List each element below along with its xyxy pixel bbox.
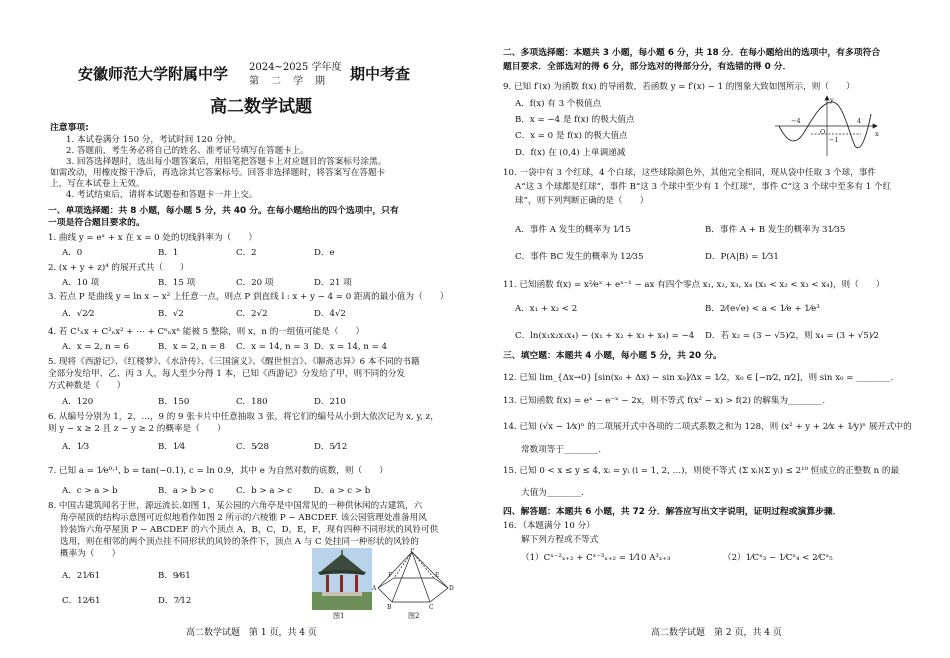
question-8: 铃装饰六角亭屋顶 P − ABCDEF 的六个顶点 A，B，C，D，E，F，现有四种不同形状的风铃可供 [60,525,439,535]
option: B．x = −4 是 f(x) 的极大值点 [515,115,635,125]
question-5: 5. 现将《西游记》、《红楼梦》、《水浒传》、《三国演义》、《醒世恒言》、《聊斋志异》6 本不同的书籍 [48,357,420,367]
section-2-heading: 二、多项选择题：本题共 3 小题，每小题 6 分，共 18 分．在每小题给出的选项中，有多项符合 [503,48,881,58]
section-1-heading: 一、单项选择题：共 8 小题，每小题 5 分，共 40 分。在每小题给出的四个选项中，只有 [48,206,399,216]
note-line: 上，写在本试卷上无效。 [50,179,145,189]
option: A．21⁄61 [62,571,101,581]
option: D．f(x) 在 (0,4) 上单调递减 [515,148,626,158]
question-6: 则 y − x ≥ 2 且 z − y ≥ 2 的概率是（ ） [48,424,226,434]
option: D．P(A|B) = 1⁄31 [705,252,779,262]
question-5: 全部分发给甲、乙、丙 3 人，每人至少分得 1 本，已知《西游记》分发给了甲，则不同的分发 [48,369,406,379]
note-line: 1. 本试卷满分 150 分，考试时间 120 分钟。 [66,135,241,145]
section-4-heading: 四、解答题：本题共 6 小题，共 72 分．解答应写出文字说明，证明过程或演算步骤． [503,507,842,517]
question-14: 14. 已知 (√x − 1⁄x)ⁿ 的二项展开式中各项的二项式系数之和为 128，则 (x² + y + 2⁄x + 1⁄y)ⁿ 展开式中的 [503,422,912,432]
option: B．1 [158,248,179,258]
section-1-heading: 一项是符合题目要求的。 [48,218,145,228]
question-8: 8. 中国古建筑闻名于世，源远流长.如图 1，某公园的六角亭是中国常见的一种供休闲的古建筑，六 [48,501,423,511]
option: A．0 [62,248,83,258]
question-14: 常数项等于________. [521,445,602,455]
option: B．15 项 [158,278,196,288]
option: C．2√2 [236,309,268,319]
question-15: 15. 已知 0 < x ≤ y ≤ 4, xᵢ = yᵢ (i = 1, 2, …)，则使不等式 (Σ xᵢ)(Σ yᵢ) ≤ 2¹⁰ 恒成立的正整数 n 的最 [503,466,900,476]
question-10: 球”，则下列判断正确的是（ ） [515,196,649,206]
question-10: A“这 3 个球都是红球”，事件 B“这 3 个球中至少有 1 个红球”，事件 C“这 3 个球中至多有 1 个红 [515,182,892,192]
question-13: 13. 已知函数 f(x) = eˣ − e⁻ˣ − 2x，则不等式 f(x² − x) > f(2) 的解集为________. [503,396,826,406]
note-line: 如需改动，用橡皮擦干净后，再选涂其它答案标号。回答非选择题时，将答案写在答题卡 [50,168,386,178]
svg-text:−1: −1 [829,136,839,144]
derivative-graph [775,94,881,158]
option: B．2⁄(e√e) < a < 1⁄e + 1⁄e³ [705,304,820,314]
question-16: 16．（本题满分 10 分） [503,521,595,531]
option: C．2 [236,248,257,258]
option: A．120 [62,397,94,407]
option: B．a > b > c [158,486,214,496]
question-4: 4. 若 C¹ₙx + C²ₙx² + ⋯ + Cⁿₙxⁿ 能被 5 整除，则 x，n 的一组值可能是（ ） [48,327,365,337]
hexagonal-pyramid-diagram [372,548,454,610]
option: D．x = 14, n = 4 [314,342,388,352]
svg-text:E: E [435,572,440,579]
svg-text:x: x [875,130,879,138]
option: B．9⁄61 [158,571,191,581]
option: C．5⁄28 [236,442,270,452]
svg-text:A: A [372,585,377,592]
term: 第 二 学 期 [249,76,326,87]
option: B．事件 A + B 发生的概率为 31⁄35 [705,225,846,235]
note-line: 3. 回答选择题时，选出每小题答案后，用铅笔把答题卡上对应题目的答案标号涂黑。 [66,157,387,167]
option: B．√2 [158,309,184,319]
option: D．4√2 [314,309,346,319]
academic-year: 2024~2025 学年度 [249,62,342,73]
pavilion-photo [312,548,372,610]
svg-text:B: B [387,604,392,610]
school-name: 安徽师范大学附属中学 [78,65,229,83]
option: C．x = 14, n = 3 [236,342,309,352]
exam-name: 期中考查 [350,65,411,83]
option: A．10 项 [62,278,100,288]
question-3: 3. 若点 P 是曲线 y = ln x − x² 上任意一点，则点 P 到直线 l : x + y − 4 = 0 距离的最小值为（ ） [48,292,449,302]
option: C．x = 0 是 f(x) 的极大值点 [515,131,628,141]
question-15: 大值为________. [521,488,584,498]
question-16-instruction: 解下列方程或不等式 [521,535,599,545]
option: B．150 [158,397,190,407]
option: D．7⁄12 [158,596,192,606]
option: C．180 [236,397,268,407]
section-3-heading: 三、填空题：本题共 4 小题，每小题 5 分，共 20 分。 [503,351,722,361]
option: C．事件 BC 发生的概率为 12⁄35 [515,252,644,262]
question-8: 概率为（ ） [60,549,121,559]
option: D．210 [314,397,346,407]
svg-text:D: D [449,585,454,592]
option: C．20 项 [236,278,274,288]
question-16-part-2: （2）1⁄Cˣ₃ − 1⁄Cˣ₄ < 2⁄Cˣ₅ [723,553,833,563]
svg-text:C: C [429,604,434,610]
question-11: 11. 已知函数 f(x) = x²⁄eˣ + eˣ⁻¹ − ax 有四个零点 x₁, x₂, x₃, x₄ (x₁ < x₂ < x₃ < x₄)，则（ ） [503,280,885,290]
option: D．5⁄12 [314,442,348,452]
option: A．x = 2, n = 6 [62,342,129,352]
note-line: 4. 考试结束后，请将本试题卷和答题卡一并上交。 [66,190,258,200]
option: A．√2⁄2 [62,309,95,319]
svg-text:O: O [820,128,826,136]
page-footer: 高二数学试题 第 2 页，共 4 页 [651,628,782,638]
option: B．1⁄4 [158,442,186,452]
question-16-part-1: （1）Cˣ⁻²ₓ₊₂ + Cˣ⁻³ₓ₊₂ = 1⁄10 A³ₓ₊₃ [521,553,671,563]
question-8: 选用，则在相邻的两个顶点挂不同形状的风铃的条件下，顶点 A 与 C 处挂同一种形状的风铃的 [60,537,419,547]
option: D．a > c > b [314,486,371,496]
figure-1-caption: 图1 [333,612,345,620]
svg-text:F: F [388,572,393,579]
svg-text:P: P [410,548,415,554]
option: D．21 项 [314,278,352,288]
option: A．c > a > b [62,486,118,496]
figure-2-caption: 图2 [408,612,420,620]
question-2: 2. (x + y + z)⁴ 的展开式共（ ） [48,263,189,273]
option: C．12⁄61 [62,596,101,606]
section-2-heading: 题目要求．全部选对的得 6 分，部分选对的得部分分，有选错的得 0 分． [503,62,792,72]
question-5: 方式种数是（ ） [48,381,126,391]
option: B．x = 2, n = 8 [158,342,226,352]
option: A．事件 A 发生的概率为 1⁄15 [515,225,631,235]
option: A．f(x) 有 3 个极值点 [515,99,602,109]
question-9: 9. 已知 f′(x) 为函数 f(x) 的导函数，若函数 y = f′(x) − 1 的图象大致如图所示，则（ ） [503,82,855,92]
notes-title: 注意事项: [50,123,89,133]
exam-subject: 高二数学试题 [210,97,312,117]
option: A．x₁ + x₂ < 2 [515,304,578,314]
note-line: 2. 答题前，考生务必将自己的姓名、准考证号填写在答题卡上。 [66,146,309,156]
question-10: 10. 一袋中有 3 个红球，4 个白球，这些球除颜色外，其他完全相同，现从袋中任取 3 个球，事件 [503,168,877,178]
question-7: 7. 已知 a = 1⁄e⁰·¹, b = tan(−0.1), c = ln 0.9，其中 e 为自然对数的底数，则（ ） [48,466,388,476]
question-8: 角亭屋顶的结构示意图可近似地看作如图 2 所示的六棱锥 P − ABCDEF. 该公园管理处准备用风 [60,513,427,523]
page-2 [475,0,950,658]
option: A．1⁄3 [62,442,90,452]
option: C．b > a > c [236,486,292,496]
option: D．若 x₂ = (3 − √5)⁄2，则 x₄ = (3 + √5)⁄2 [705,331,880,341]
option: C．ln(x₁x₂x₃x₄) − (x₁ + x₂ + x₃ + x₄) = −4 [515,331,695,341]
question-1: 1. 曲线 y = eˣ + x 在 x = 0 处的切线斜率为（ ） [48,233,257,243]
option: D．e [314,248,335,258]
question-6: 6. 从编号分别为 1，2，…，9 的 9 张卡片中任意抽取 3 张，将它们的编号从小到大依次记为 x, y, z， [48,412,439,422]
question-12: 12. 已知 lim_{Δx→0} [sin(x₀ + Δx) − sin x₀]⁄Δx = 1⁄2，x₀ ∈ [−π⁄2, π⁄2]，则 sin x₀ = ________. [503,373,894,383]
svg-text:y: y [830,96,834,104]
svg-text:4: 4 [857,117,862,125]
page-footer: 高二数学试题 第 1 页，共 4 页 [186,628,317,638]
svg-text:−4: −4 [791,117,801,125]
